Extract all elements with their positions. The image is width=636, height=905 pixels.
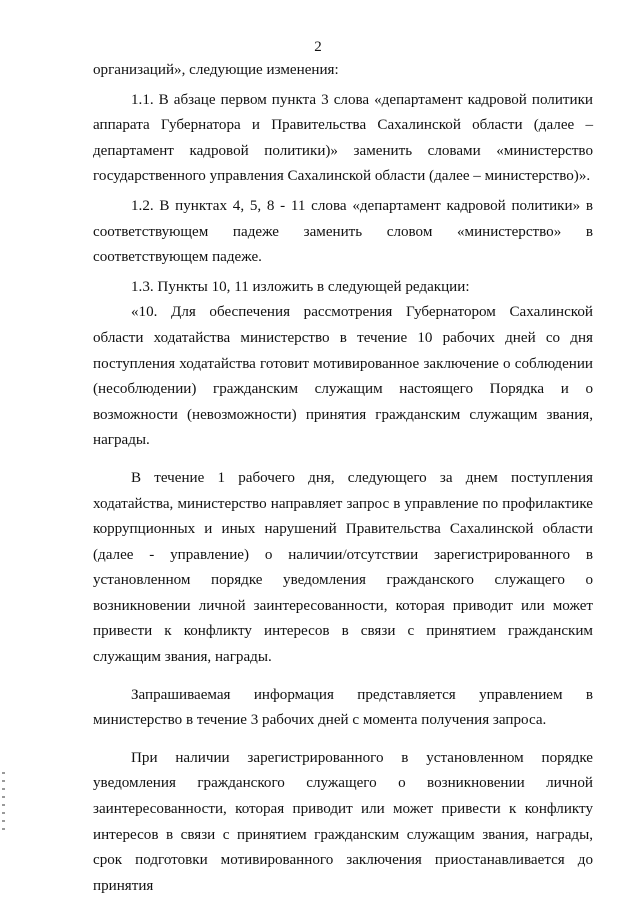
paragraph-item-1-3: 1.3. Пункты 10, 11 изложить в следующей редакции: <box>131 278 470 295</box>
paragraph-request: В течение 1 рабочего дня, следующего за днем поступления ходатайства, министерство направляет запрос в управление по профилактике коррупционных и иных нарушений Правительства Сахалинской области (далее - управление) о наличии/отсутствии зарегистрированного в установленном порядке уведомления гражданского служащего о возникновении личной заинтересованности, которая приводит или может привести к конфликту интересов в связи с принятием гражданским служащим звания, награды. <box>93 469 593 666</box>
paragraph-suspension: При наличии зарегистрированного в установленном порядке уведомления гражданского служащего о возникновении личной заинтересованности, которая приводит или может привести к конфликту интересов в связи с принятием гражданским служащим звания, награды, срок подготовки мотивированного заключения приостанавливается до принятия <box>93 749 593 894</box>
paragraph-point-10: «10. Для обеспечения рассмотрения Губернатором Сахалинской области ходатайства министерство в течение 10 рабочих дней со дня поступления ходатайства готовит мотивированное заключение о соблюдении (несоблюдении) гражданским служащим настоящего Порядка и о возможности (невозможности) принятия гражданским служащим звания, награды. <box>93 304 593 449</box>
margin-punch-marks <box>2 772 5 832</box>
paragraph-response-time: Запрашиваемая информация представляется управлением в министерство в течение 3 рабочих дней с момента получения запроса. <box>93 686 593 729</box>
page-number: 2 <box>314 39 322 55</box>
paragraph-item-1-2: 1.2. В пунктах 4, 5, 8 - 11 слова «департамент кадровой политики» в соответствующем падеже заменить словом «министерство» в соответствующем падеже. <box>93 197 593 266</box>
paragraph-item-1-1: 1.1. В абзаце первом пункта 3 слова «департамент кадровой политики аппарата Губернатора и Правительства Сахалинской области (далее – департамент кадровой политики)» заменить словами «министерство государственного управления Сахалинской области (далее – министерство)». <box>93 91 593 185</box>
paragraph-continuation: организаций», следующие изменения: <box>93 62 339 78</box>
document-body <box>93 58 593 899</box>
